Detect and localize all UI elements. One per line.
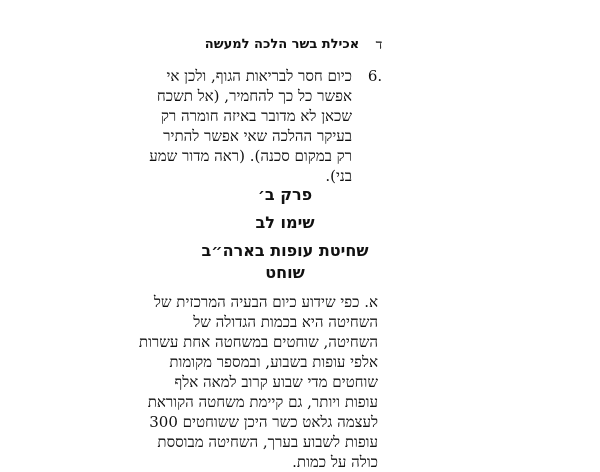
chapter-note: שימו לב — [255, 213, 315, 232]
paragraph-line: עופות לשבוע בערך, השחיטה מבוססת — [157, 433, 378, 451]
paragraph-line: השחיטה היא בכמות הגדולה של — [193, 313, 378, 331]
footnote-line: בני). — [325, 167, 352, 185]
paragraph-line: שוחטים מדי שבוע קרוב למאה אלף — [174, 373, 378, 391]
footnote-line: כיום חסר לבריאות הגוף, ולכן אי — [166, 67, 352, 85]
paragraph-line: א. כפי שידוע כיום הבעיה המרכזית של — [153, 293, 378, 311]
paragraph-line: אלפי עופות בשבוע, ובמספר מקומות — [169, 353, 378, 371]
paragraph-line: עופות ויותר, גם קיימת משחטה הקוראת — [147, 393, 378, 411]
paragraph-line: השחיטה, שוחטים במשחטה אחת עשרות — [138, 333, 378, 351]
chapter-title: שחיטת עופות בארה״ב — [201, 241, 369, 260]
section-title: שוחט — [265, 263, 305, 282]
footnote-line: רק במקום סכנה). (ראה מדור שמע — [149, 147, 352, 165]
paragraph-line: לעצמה גלאט כשר היכן ששוחטים 300 — [149, 413, 378, 431]
footnote-line: בעיקר ההלכה שאי אפשר להתיר — [163, 127, 352, 145]
page-number: ד — [375, 37, 383, 53]
chapter-label: פרק ב׳ — [257, 185, 313, 204]
footnote-number: 6. — [367, 67, 383, 85]
footnote-line: אפשר כל כך להחמיר, (אל תשכח — [156, 87, 352, 105]
footnote-line: שכאן לא מדובר באיזה חומרה רק — [160, 107, 352, 125]
running-header: אכילת בשר הלכה למעשה — [204, 37, 360, 52]
paragraph-line: כולה על כמות. — [292, 453, 378, 471]
